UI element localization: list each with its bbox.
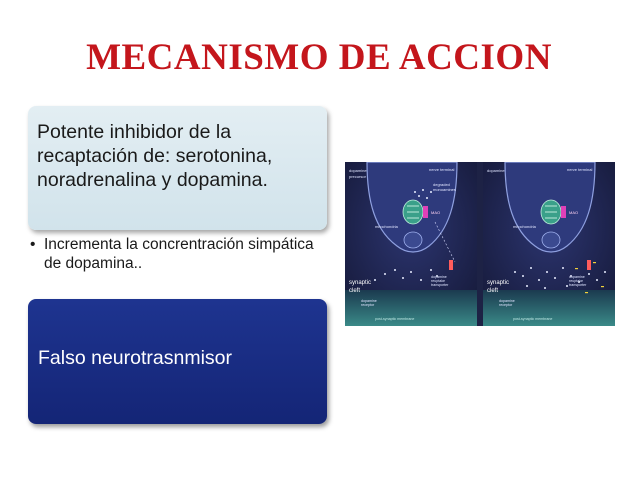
inhibitor-text: Potente inhibidor de la recaptación de: serotonina, noradrenalina y dopamina. [37,121,273,191]
right-dopamine-label: dopamine [487,168,505,173]
left-mao-label: MAO [431,210,441,215]
inhibitor-box [28,106,327,230]
left-precursor-label: precursor [349,174,366,179]
left-panel [345,162,477,326]
left-nerve-terminal-label: nerve terminal [429,167,455,172]
false-neurotransmitter-box [28,299,327,424]
right-panel [483,162,615,326]
left-monoamines-label: monoamines [433,187,456,192]
right-receptor-label-2: receptor [499,303,513,307]
right-receptor-label-1: dopamine [499,299,515,303]
right-mao-label: MAO [569,210,579,215]
synapse-illustration [345,162,615,326]
right-transporter-label-3: transporter [569,283,587,287]
vesicle [404,232,422,248]
right-cleft-label: cleft [487,288,499,294]
left-degraded-label: degraded [433,182,450,187]
left-transporter-label-2: reuptake [431,279,445,283]
left-synaptic-label: synaptic [349,280,372,286]
left-dopamine-label: dopamine [349,168,367,173]
left-mitochondria-label: mitochondria [375,224,398,229]
right-transporter-label-2: reuptake [569,279,583,283]
left-cleft-label: cleft [349,288,361,294]
right-transporter-label-1: dopamine [569,275,585,279]
mitochondria-icon [403,200,423,224]
right-membrane-label: post-synaptic membrane [513,317,553,321]
left-transporter-label-1: dopamine [431,275,447,279]
right-nerve-terminal-label: nerve terminal [567,167,593,172]
bullet-icon: • [30,236,36,253]
left-transporter-label-3: transporter [431,283,449,287]
bullet-text: Incrementa la concrentración simpática de dopamina.. [44,236,314,272]
mitochondria-icon [541,200,561,224]
left-receptor-label-2: receptor [361,303,375,307]
left-receptor-label-1: dopamine [361,299,377,303]
right-synaptic-label: synaptic [487,280,510,286]
mao-marker [423,206,428,218]
slide-title: MECANISMO DE ACCION [86,37,552,78]
left-membrane-label: post-synaptic membrane [375,317,415,321]
transporter-marker [587,260,591,270]
right-mitochondria-label: mitochondria [513,224,536,229]
transporter-marker [449,260,453,270]
mao-marker [561,206,566,218]
vesicle [542,232,560,248]
false-neurotransmitter-text: Falso neurotrasnmisor [38,347,232,369]
